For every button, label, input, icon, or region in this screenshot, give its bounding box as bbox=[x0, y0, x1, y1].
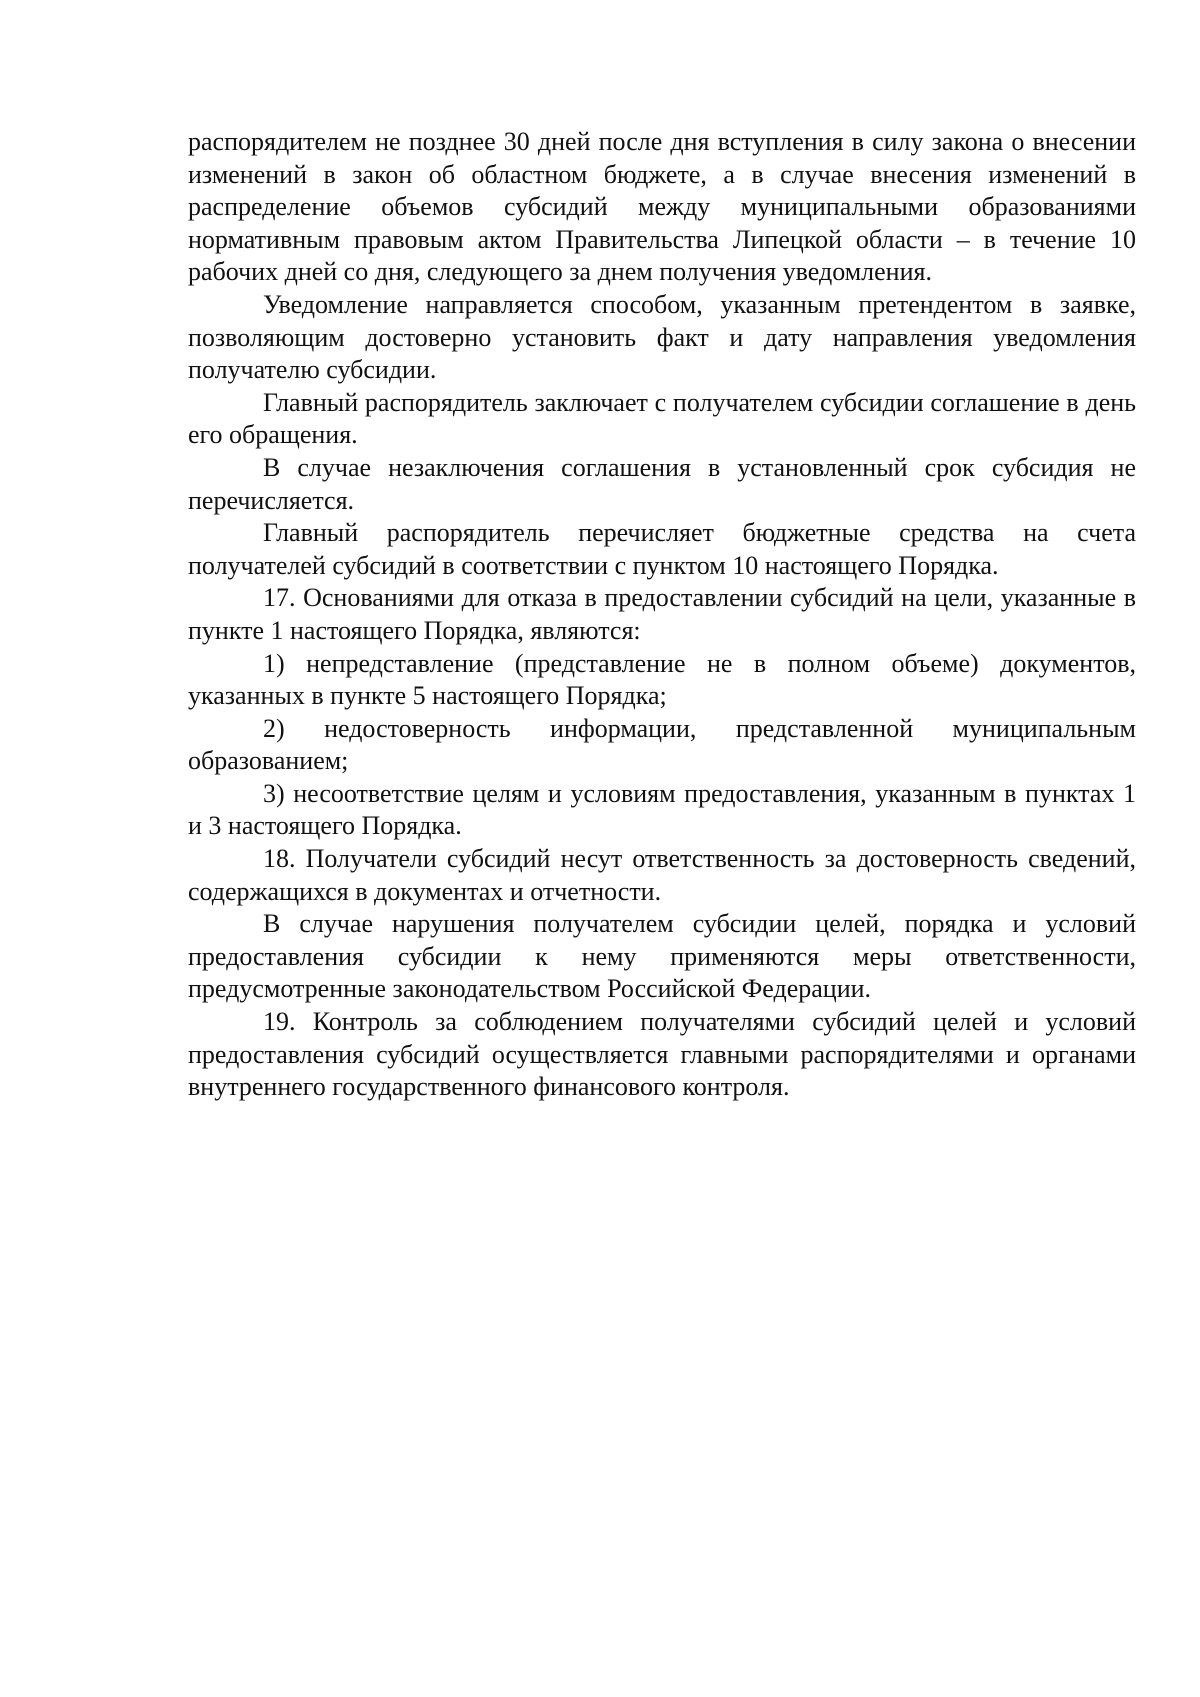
paragraph-continuation: распорядителем не позднее 30 дней после дня вступления в силу закона о внесении изменений в закон об областном бюджете, а в случае внесения изменений в распределение объемов субсидий между муниципальными образованиями нормативным правовым актом Правительства Липецкой области – в течение 10 рабочих дней со дня, следующего за днем получения уведомления. bbox=[188, 127, 1136, 287]
document-body bbox=[188, 126, 1136, 1104]
paragraph-no-agreement: В случае незаключения соглашения в установленный срок субсидия не перечисляется. bbox=[188, 452, 1136, 515]
paragraph-notification-method: Уведомление направляется способом, указанным претендентом в заявке, позволяющим достоверно установить факт и дату направления уведомления получателю субсидии. bbox=[188, 289, 1136, 385]
paragraph-violation-measures: В случае нарушения получателем субсидии целей, порядка и условий предоставления субсидии к нему применяются меры ответственности, предусмотренные законодательством Российской Федерации. bbox=[188, 909, 1136, 1004]
list-item-3: 3) несоответствие целям и условиям предоставления, указанным в пунктах 1 и 3 настоящего Порядка. bbox=[188, 778, 1136, 841]
paragraph-funds-transfer: Главный распорядитель перечисляет бюджетные средства на счета получателей субсидий в соответствии с пунктом 10 настоящего Порядка. bbox=[188, 518, 1136, 580]
list-item-1: 1) непредставление (представление не в полном объеме) документов, указанных в пункте 5 настоящего Порядка; bbox=[188, 648, 1136, 711]
paragraph-section-19: 19. Контроль за соблюдением получателями субсидий целей и условий предоставления субсидий осуществляется главными распорядителями и органами внутреннего государственного финансового контроля. bbox=[188, 1007, 1136, 1102]
paragraph-section-18: 18. Получатели субсидий несут ответственность за достоверность сведений, содержащихся в документах и отчетности. bbox=[188, 844, 1136, 906]
paragraph-agreement-conclusion: Главный распорядитель заключает с получателем субсидии соглашение в день его обращения. bbox=[188, 387, 1136, 450]
list-item-2: 2) недостоверность информации, представленной муниципальным образованием; bbox=[188, 713, 1136, 776]
paragraph-section-17: 17. Основаниями для отказа в предоставлении субсидий на цели, указанные в пункте 1 настоящего Порядка, являются: bbox=[188, 583, 1136, 645]
